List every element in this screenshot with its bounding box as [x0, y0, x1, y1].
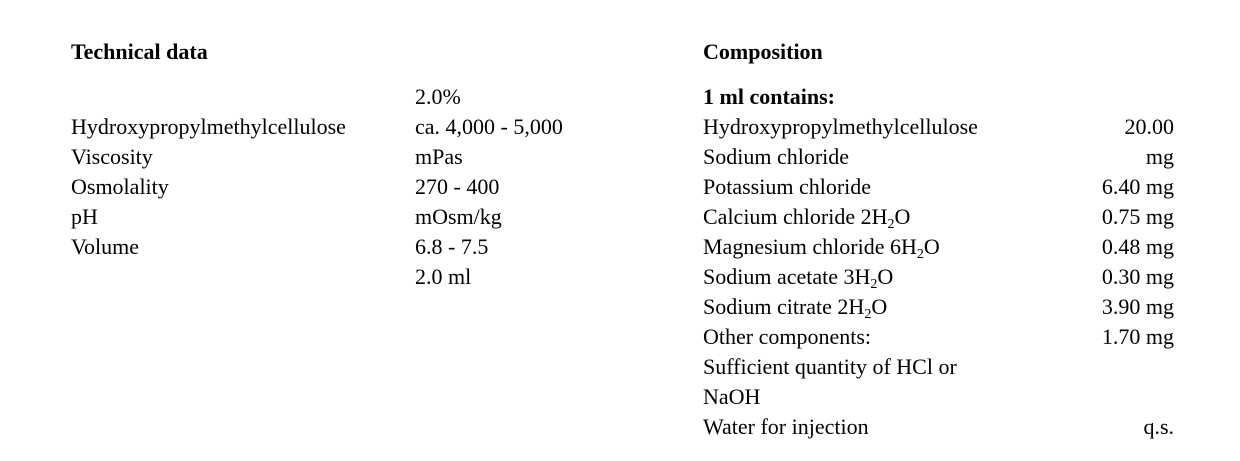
ingredient-name: Sufficient quantity of HCl or	[703, 354, 957, 379]
technical-label: Viscosity	[71, 144, 153, 169]
technical-value: mPas	[415, 144, 463, 169]
technical-value: mOsm/kg	[415, 204, 502, 229]
ingredient-amount: mg	[1145, 144, 1174, 169]
technical-labels	[71, 112, 346, 262]
ingredient-amount: 20.00	[1124, 114, 1174, 139]
composition-subtitle: 1 ml contains:	[703, 84, 835, 109]
ingredient-amount: 0.48 mg	[1101, 234, 1174, 259]
composition-amounts	[1000, 112, 1174, 352]
ingredient-amount: 6.40 mg	[1101, 174, 1174, 199]
ingredient-amount: 3.90 mg	[1101, 294, 1174, 319]
ingredient-name: Water for injection	[703, 414, 869, 439]
technical-value: 6.8 - 7.5	[415, 234, 489, 259]
ingredient-amount: 0.75 mg	[1101, 204, 1174, 229]
ingredient-name: Calcium chloride $2H_2O$	[703, 204, 911, 232]
ingredient-name: Hydroxypropylmethylcellulose	[703, 114, 978, 139]
ingredient-name: Other components:	[703, 324, 872, 349]
ingredient-name: Sodium acetate $3H_2O$	[703, 264, 894, 292]
technical-data-heading: Technical data	[71, 39, 208, 64]
composition-names	[703, 82, 978, 442]
ingredient-amount: 1.70 mg	[1101, 324, 1174, 349]
technical-label: Hydroxypropylmethylcellulose	[71, 114, 346, 139]
ingredient-name: Potassium chloride	[703, 174, 872, 199]
water-amount: q.s.	[1143, 414, 1174, 439]
technical-value: ca. 4,000 - 5,000	[415, 114, 563, 139]
technical-values	[415, 82, 563, 292]
technical-label: pH	[71, 204, 98, 229]
ingredient-name: NaOH	[703, 384, 761, 409]
ingredient-name: Sodium chloride	[703, 144, 850, 169]
technical-value: 2.0 ml	[415, 264, 472, 289]
technical-value: 270 - 400	[415, 174, 500, 199]
ingredient-amount: 0.30 mg	[1101, 264, 1174, 289]
technical-value: 2.0%	[415, 84, 461, 109]
ingredient-name: Magnesium chloride $6H_2O$	[703, 234, 940, 262]
composition-heading: Composition	[703, 39, 823, 64]
technical-label: Volume	[71, 234, 140, 259]
ingredient-name: Sodium citrate $2H_2O$	[703, 294, 888, 322]
technical-label: Osmolality	[71, 174, 169, 199]
